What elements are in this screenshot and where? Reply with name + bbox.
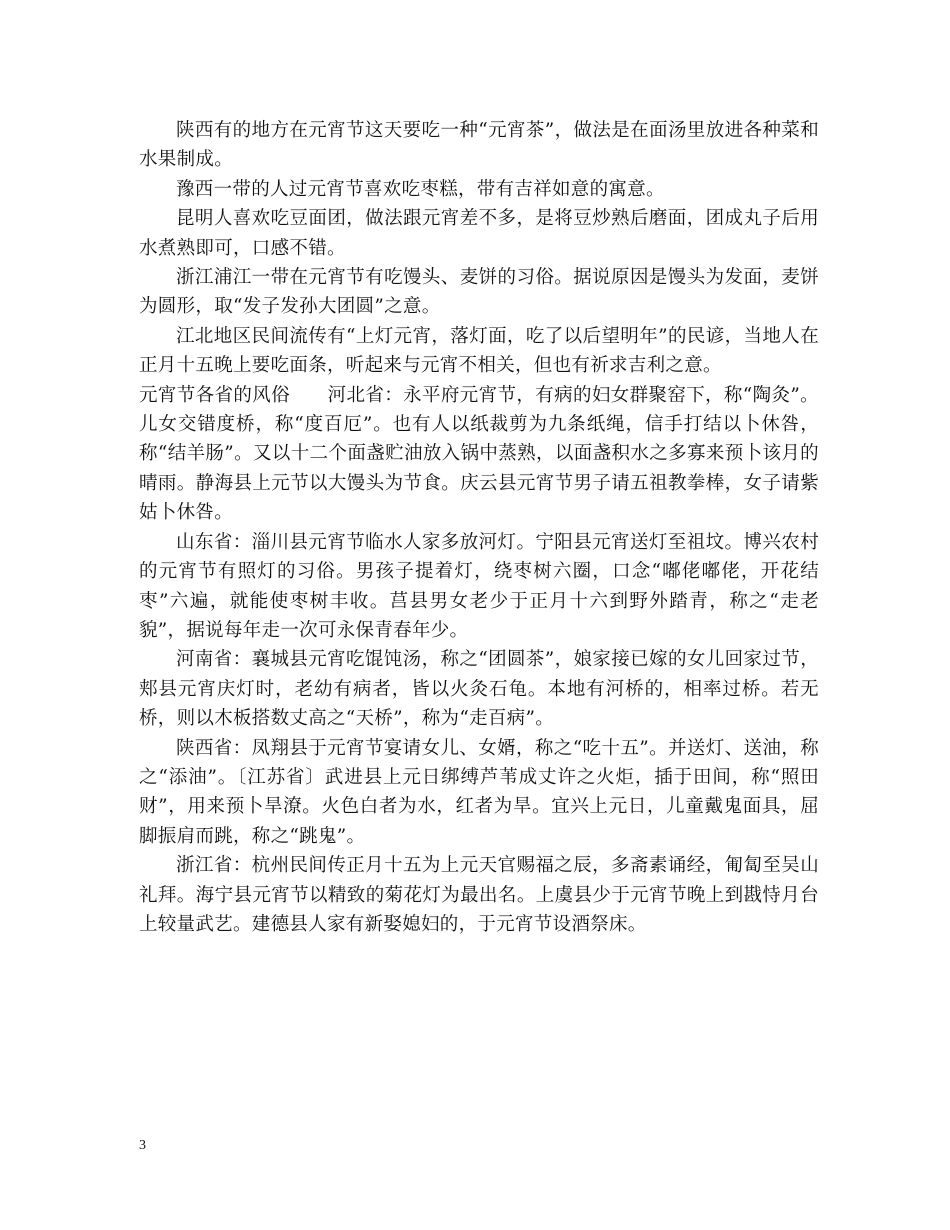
- paragraph-5: 江北地区民间流传有“上灯元宵，落灯面，吃了以后望明年”的民谚，当地人在正月十五晚上要吃面条，听起来与元宵不相关，但也有祈求吉利之意。: [139, 325, 819, 377]
- paragraph-6-hebei: 元宵节各省的风俗 河北省：永平府元宵节，有病的妇女群聚窑下，称“陶灸”。儿女交错度桥，称“度百厄”。也有人以纸裁剪为九条纸绳，信手打结以卜休咎，称“结羊肠”。又以十二个面盏贮油放入锅中蒸熟，以面盏积水之多寡来预卜该月的晴雨。静海县上元节以大馒头为节食。庆云县元宵节男子请五祖教拳棒，女子请紫姑卜休咎。: [139, 384, 819, 524]
- body-text: [139, 116, 819, 939]
- paragraph-8-henan: 河南省：襄城县元宵吃馄饨汤，称之“团圆茶”，娘家接已嫁的女儿回家过节，郏县元宵庆灯时，老幼有病者，皆以火灸石龟。本地有河桥的，相率过桥。若无桥，则以木板搭数丈高之“天桥”，称为“走百病”。: [139, 649, 819, 730]
- page-number: 3: [139, 1138, 146, 1153]
- paragraph-3: 昆明人喜欢吃豆面团，做法跟元宵差不多，是将豆炒熟后磨面，团成丸子后用水煮熟即可，口感不错。: [139, 208, 819, 259]
- paragraph-4: 浙江浦江一带在元宵节有吃馒头、麦饼的习俗。据说原因是馒头为发面，麦饼为圆形，取“发子发孙大团圆”之意。: [139, 267, 819, 318]
- paragraph-1: 陕西有的地方在元宵节这天要吃一种“元宵茶”，做法是在面汤里放进各种菜和水果制成。: [139, 120, 819, 171]
- paragraph-2: 豫西一带的人过元宵节喜欢吃枣糕，带有吉祥如意的寓意。: [176, 178, 665, 200]
- paragraph-9-shaanxi: 陕西省：凤翔县于元宵节宴请女儿、女婿，称之“吃十五”。并送灯、送油，称之“添油”。〔江苏省〕武进县上元日绑缚芦苇成丈许之火炬，插于田间，称“照田财”，用来预卜旱潦。火色白者为水，红者为旱。宜兴上元日，儿童戴鬼面具，屈脚振肩而跳，称之“跳鬼”。: [139, 737, 819, 847]
- paragraph-10-zhejiang: 浙江省：杭州民间传正月十五为上元天官赐福之辰，多斋素诵经，匍匐至吴山礼拜。海宁县元宵节以精致的菊花灯为最出名。上虞县少于元宵节晚上到戡恃月台上较量武艺。建德县人家有新娶媳妇的，于元宵节设酒祭床。: [139, 855, 819, 935]
- paragraph-7-shandong: 山东省：淄川县元宵节临水人家多放河灯。宁阳县元宵送灯至祖坟。博兴农村的元宵节有照灯的习俗。男孩子提着灯，绕枣树六圈，口念“嘟佬嘟佬，开花结枣”六遍，就能使枣树丰收。莒县男女老少于正月十六到野外踏青，称之“走老貌”，据说每年走一次可永保青春年少。: [139, 531, 819, 641]
